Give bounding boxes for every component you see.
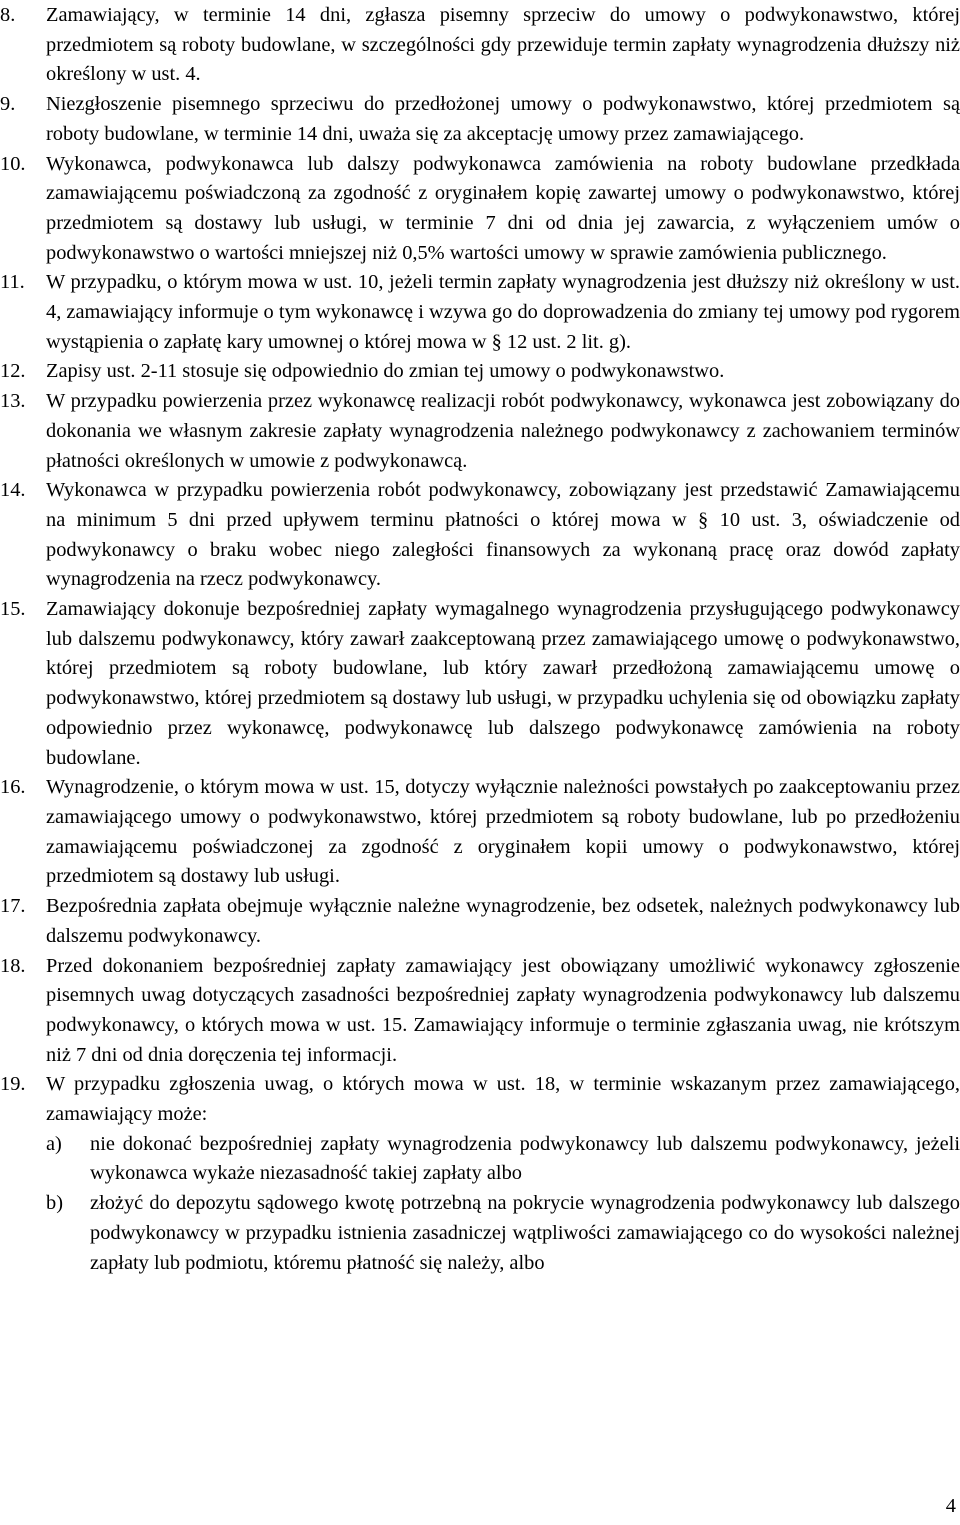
clause-11 — [0, 268, 960, 357]
clause-16 — [0, 773, 960, 892]
clause-18 — [0, 952, 960, 1071]
clause-number: 11. — [0, 271, 25, 294]
page-number: 4 — [945, 1495, 956, 1517]
point-text: złożyć do depozytu sądowego kwotę potrzebną na pokrycie wynagrodzenia podwykonawcy lub dalszego podwykonawcy w przypadku istnienia zasadniczej wątpliwości zamawiającego co do wysokości należnej zapłaty lub podmiotu, któremu płatność się należy, albo — [90, 1192, 960, 1274]
clause-8 — [0, 1, 960, 90]
clause-number: 15. — [0, 598, 26, 621]
clause-13 — [0, 387, 960, 476]
clause-number: 16. — [0, 776, 26, 799]
clause-9 — [0, 90, 960, 149]
point-label: a) — [46, 1132, 62, 1155]
point-label: b) — [46, 1192, 63, 1215]
clause-text: Zamawiający dokonuje bezpośredniej zapłaty wymagalnego wynagrodzenia przysługującego podwykonawcy lub dalszemu podwykonawcy, który zawarł zaakceptowaną przez zamawiającego umowę o podwykonawstwo, której przedmiotem są roboty budowlane, lub który zawarł przedłożoną zamawiającemu umowę o podwykonawstwo, której przedmiotem są dostawy lub usługi, w przypadku uchylenia się od obowiązku zapłaty odpowiednio przez wykonawcę, podwykonawcę lub dalszego podwykonawcę zamówienia na roboty budowlane. — [46, 598, 960, 769]
clause-text: Przed dokonaniem bezpośredniej zapłaty zamawiający jest obowiązany umożliwić wykonawcy zgłoszenie pisemnych uwag dotyczących zasadności bezpośredniej zapłaty wynagrodzenia podwykonawcy lub dalszemu podwykonawcy, o których mowa w ust. 15. Zamawiający informuje o terminie zgłaszania uwag, nie krótszym niż 7 dni od dnia doręczenia tej informacji. — [46, 954, 960, 1066]
clause-number: 17. — [0, 895, 26, 918]
clause-text: Bezpośrednia zapłata obejmuje wyłącznie należne wynagrodzenie, bez odsetek, należnych podwykonawcy lub dalszemu podwykonawcy. — [46, 895, 960, 947]
clause-number: 10. — [0, 152, 26, 175]
point-text: nie dokonać bezpośredniej zapłaty wynagrodzenia podwykonawcy lub dalszemu podwykonawcy, jeżeli wykonawca wykaże niezasadność takiej zapłaty albo — [90, 1132, 960, 1185]
clause-number: 18. — [0, 954, 26, 977]
clause-text: Wynagrodzenie, o którym mowa w ust. 15, dotyczy wyłącznie należności powstałych po zaakceptowaniu przez zamawiającego umowy o podwykonawstwo, której przedmiotem są roboty budowlane, lub po przedłożeniu zamawiającemu poświadczonej za zgodność z oryginałem kopii umowy o podwykonawstwo, której przedmiotem są dostawy lub usługi. — [46, 776, 960, 888]
clause-number: 12. — [0, 360, 26, 383]
contract-clauses — [0, 1, 960, 1278]
clause-number: 13. — [0, 390, 26, 413]
clause-17 — [0, 892, 960, 951]
clause-text: Niezgłoszenie pisemnego sprzeciwu do przedłożonej umowy o podwykonawstwo, której przedmiotem są roboty budowlane, w terminie 14 dni, uważa się za akceptację umowy przez zamawiającego. — [46, 93, 960, 145]
clause-19-point-a — [0, 1130, 960, 1189]
clause-12 — [0, 357, 960, 387]
clause-text: Wykonawca w przypadku powierzenia robót podwykonawcy, zobowiązany jest przedstawić Zamawiającemu na minimum 5 dni przed upływem terminu płatności o której mowa w § 10 ust. 3, oświadczenie od podwykonawcy o braku wobec niego zaległości finansowych za wykonaną pracę oraz dowód zapłaty wynagrodzenia na rzecz podwykonawcy. — [46, 479, 960, 591]
clause-text: W przypadku powierzenia przez wykonawcę realizacji robót podwykonawcy, wykonawca jest zobowiązany do dokonania we własnym zakresie zapłaty wynagrodzenia należnego podwykonawcy z zachowaniem terminów płatności określonych w umowie z podwykonawcą. — [46, 390, 960, 472]
clause-text: W przypadku zgłoszenia uwag, o których mowa w ust. 18, w terminie wskazanym przez zamawiającego, zamawiający może: — [46, 1073, 960, 1126]
clause-14 — [0, 476, 960, 595]
clause-text: W przypadku, o którym mowa w ust. 10, jeżeli termin zapłaty wynagrodzenia jest dłuższy niż określony w ust. 4, zamawiający informuje o tym wykonawcę i wzywa go do doprowadzenia do zmiany tej umowy pod rygorem wystąpienia o zapłatę kary umownej o której mowa w § 12 ust. 2 lit. g). — [46, 271, 960, 353]
clause-text: Wykonawca, podwykonawca lub dalszy podwykonawca zamówienia na roboty budowlane przedkłada zamawiającemu poświadczoną za zgodność z oryginałem kopię zawartej umowy o podwykonawstwo, której przedmiotem są dostawy lub usługi, w terminie 7 dni od dnia jej zawarcia, z wyłączeniem umów o podwykonawstwo o wartości mniejszej niż 0,5% wartości umowy w sprawie zamówienia publicznego. — [46, 152, 960, 264]
clause-text: Zapisy ust. 2-11 stosuje się odpowiednio do zmian tej umowy o podwykonawstwo. — [46, 360, 725, 383]
clause-19-point-b — [0, 1189, 960, 1278]
clause-number: 9. — [0, 93, 16, 116]
clause-number: 8. — [0, 4, 16, 26]
clause-number: 14. — [0, 479, 26, 502]
clause-19 — [0, 1070, 960, 1129]
clause-15 — [0, 595, 960, 773]
clause-10 — [0, 150, 960, 269]
clause-number: 19. — [0, 1073, 26, 1096]
clause-text: Zamawiający, w terminie 14 dni, zgłasza pisemny sprzeciw do umowy o podwykonawstwo, której przedmiotem są roboty budowlane, w szczególności gdy przewiduje termin zapłaty wynagrodzenia dłuższy niż określony w ust. 4. — [46, 4, 960, 86]
